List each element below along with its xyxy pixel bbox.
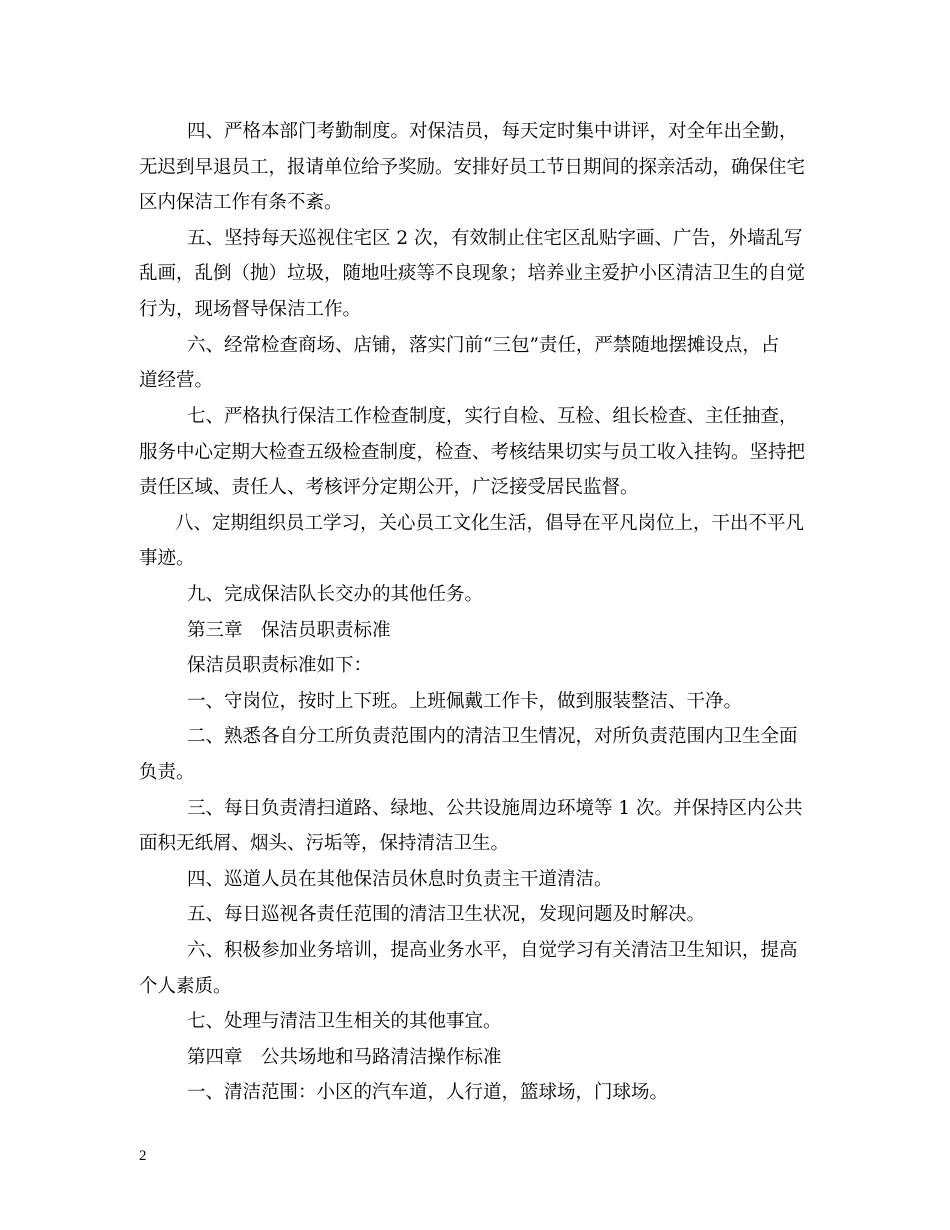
text-line: 一、守岗位，按时上下班。上班佩戴工作卡，做到服装整洁、干净。 — [187, 691, 743, 712]
text-line: 五、坚持每天巡视住宅区 2 次，有效制止住宅区乱贴字画、广告，外墙乱写 — [187, 228, 803, 249]
text-line: 负责。 — [139, 762, 195, 783]
text-line: 行为，现场督导保洁工作。 — [139, 299, 362, 320]
chapter-heading: 第三章 保洁员职责标准 — [187, 620, 391, 641]
text-line: 一、清洁范围：小区的汽车道，人行道，篮球场，门球场。 — [187, 1082, 669, 1103]
text-line: 六、经常检查商场、店铺，落实门前“三包”责任，严禁随地摆摊设点，占 — [187, 335, 780, 356]
text-line: 道经营。 — [139, 370, 214, 391]
text-line: 七、处理与清洁卫生相关的其他事宜。 — [187, 1011, 502, 1032]
text-line: 区内保洁工作有条不紊。 — [139, 192, 343, 213]
text-line: 八、定期组织员工学习，关心员工文化生活，倡导在平凡岗位上，干出不平凡 — [175, 513, 805, 534]
text-line: 九、完成保洁队长交办的其他任务。 — [187, 584, 484, 605]
text-line: 三、每日负责清扫道路、绿地、公共设施周边环境等 1 次。并保持区内公共 — [187, 798, 803, 819]
text-line: 七、严格执行保洁工作检查制度，实行自检、互检、组长检查、主任抽查， — [187, 406, 798, 427]
text-line: 四、巡道人员在其他保洁员休息时负责主干道清洁。 — [187, 869, 613, 890]
chapter-heading: 第四章 公共场地和马路清洁操作标准 — [187, 1047, 502, 1068]
text-line: 乱画，乱倒（抛）垃圾，随地吐痰等不良现象；培养业主爱护小区清洁卫生的自觉 — [139, 263, 806, 284]
text-line: 无迟到早退员工，报请单位给予奖励。安排好员工节日期间的探亲活动，确保住宅 — [139, 157, 806, 178]
text-line: 六、积极参加业务培训，提高业务水平，自觉学习有关清洁卫生知识，提高 — [187, 940, 798, 961]
text-line: 责任区域、责任人、考核评分定期公开，广泛接受居民监督。 — [139, 477, 639, 498]
text-line: 服务中心定期大检查五级检查制度，检查、考核结果切实与员工收入挂钩。坚持把 — [139, 442, 806, 463]
text-line: 五、每日巡视各责任范围的清洁卫生状况，发现问题及时解决。 — [187, 904, 706, 925]
text-line: 面积无纸屑、烟头、污垢等，保持清洁卫生。 — [139, 833, 510, 854]
text-line: 二、熟悉各自分工所负责范围内的清洁卫生情况，对所负责范围内卫生全面 — [187, 726, 798, 747]
text-line: 事迹。 — [139, 548, 195, 569]
text-line: 保洁员职责标准如下： — [187, 655, 373, 676]
text-line: 个人素质。 — [139, 976, 232, 997]
page-number: 2 — [139, 1148, 147, 1164]
text-line: 四、严格本部门考勤制度。对保洁员，每天定时集中讲评，对全年出全勤， — [187, 121, 798, 142]
